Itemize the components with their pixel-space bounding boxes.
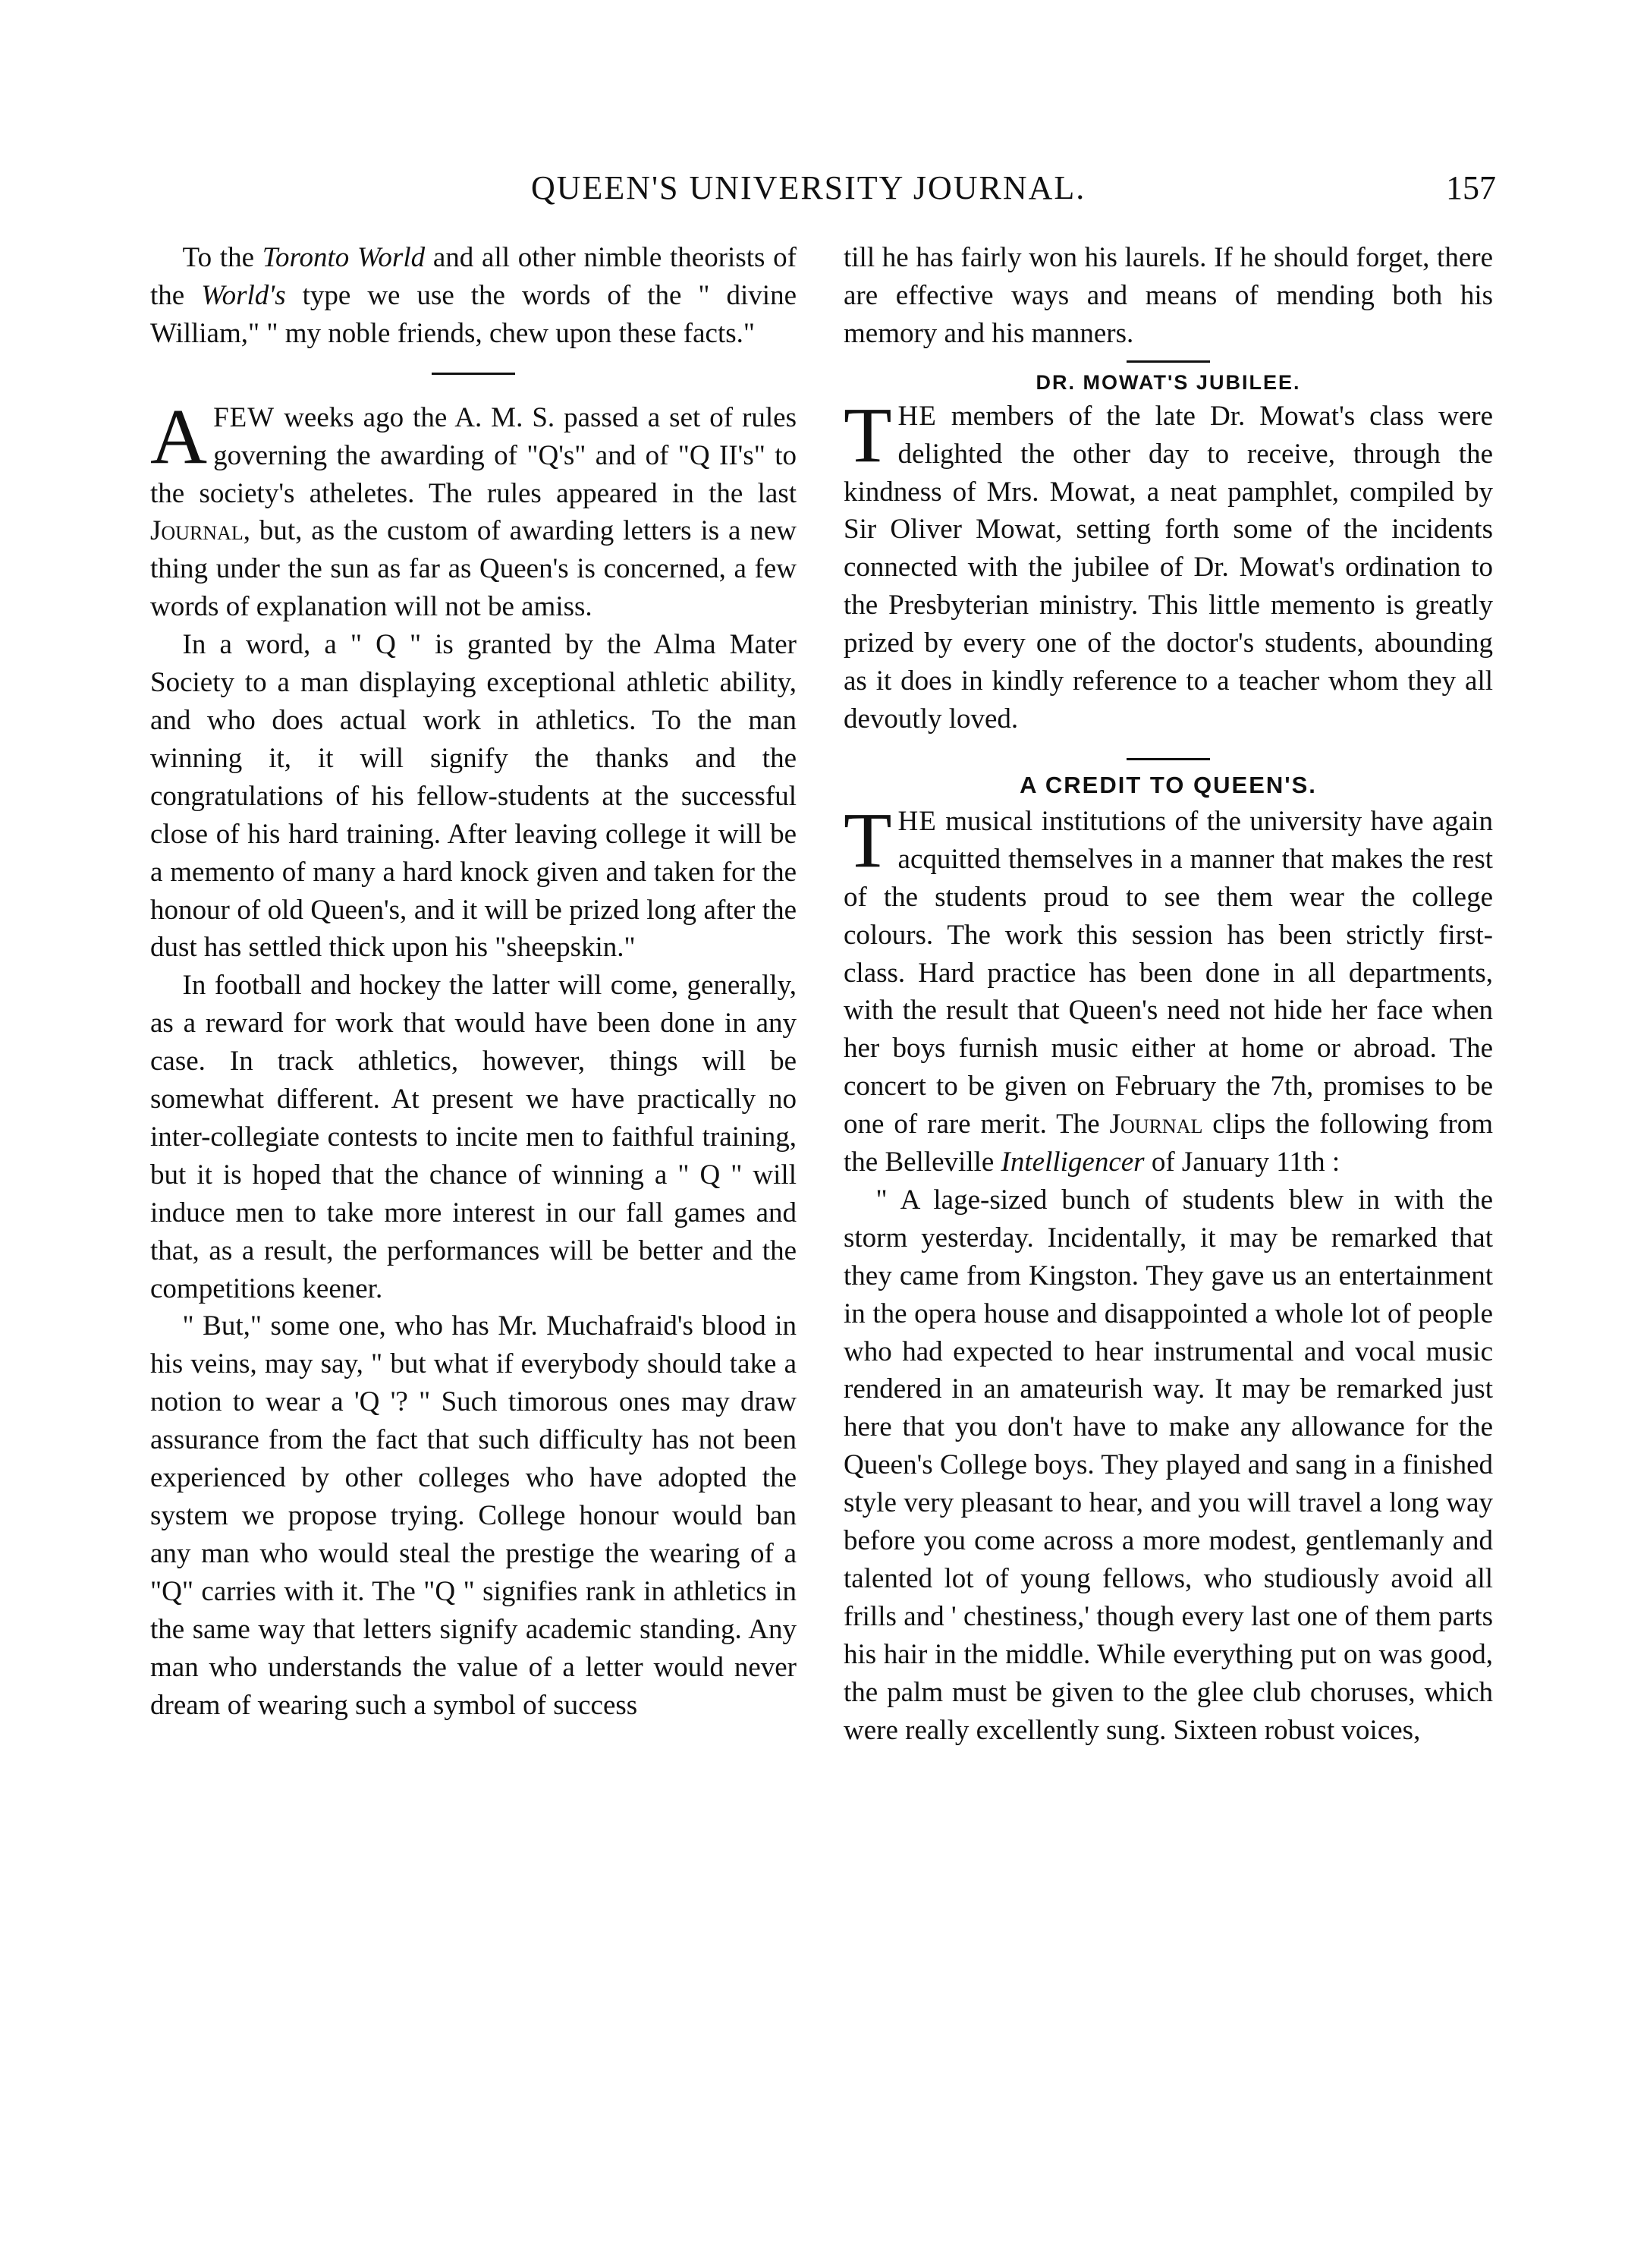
lead-word: FEW: [213, 401, 275, 433]
article-paragraph: In football and hockey the latter will come, generally, as a reward for work that would have been done in any case. In track athletics, however, things will be somewhat different. At present we have practically no inter-collegiate contests to incite men to faithful training, but it is hoped that the chance of winning a " Q " will induce men to take more interest in our fall games and that, as a result, the performances will be better and the competitions keener.: [150, 970, 797, 1304]
lead-word: HE: [897, 805, 937, 837]
drop-cap: T: [844, 391, 892, 479]
section-divider: [1127, 758, 1210, 760]
intro-text-2: and all other nimble theorists of the: [150, 242, 797, 311]
page-header: [0, 168, 1650, 214]
lead-word: HE: [897, 400, 937, 432]
article-paragraph: In a word, a " Q " is granted by the Alma Mater Society to a man displaying exceptional athletic ability, and who does actual work in athletics. To the man winning it, it will signify the thanks and the congratulations of his fellow-students at the successful close of his hard training. After leaving college it will be a memento of many a hard knock given and taken for the honour of old Queen's, and it will be prized long after the dust has settled thick upon his "sheepskin.": [150, 629, 797, 964]
page-number: 157: [1446, 169, 1496, 206]
intro-text-3: type we use the words of the " divine William," " my noble friends, chew upon these facts.": [150, 279, 797, 349]
article-text: weeks ago the A. M. S. passed a set of rules governing the awarding of "Q's" and of "Q II's" to the society's atheletes. The rules appeared in the last: [150, 401, 797, 509]
article-paragraph: [150, 392, 797, 626]
credit-text-1: musical institutions of the university have again acquitted themselves in a manner that makes the rest of the students proud to see them wear the college colours. The work this session has been strictly first-class. Hard practice has been done in all departments, with the result that Queen's need not hide her face when her boys furnish music either at home or abroad. The concert to be given on February the 7th, promises to be one of rare merit. The: [844, 805, 1493, 1140]
section-divider: [432, 373, 515, 375]
intro-text-1: To the: [182, 242, 262, 273]
article-paragraph: " But," some one, who has Mr. Muchafraid's blood in his veins, may say, " but what if everybody should take a notion to wear a 'Q '? " Such timorous ones may draw assurance from the fact that such difficulty has not been experienced by other colleges who have adopted the system we propose trying. College honour would ban any man who would steal the prestige the wearing of a "Q" carries with it. The "Q " signifies rank in athletics in the same way that letters signify academic standing. Any man who understands the value of a letter would never dream of wearing such a symbol of success: [150, 1310, 797, 1721]
left-column: [150, 239, 797, 1724]
jubilee-text: members of the late Dr. Mowat's class were delighted the other day to receive, through the kindness of Mrs. Mowat, a neat pamphlet, compiled by Sir Oliver Mowat, setting forth some of the incidents connected with the jubilee of Dr. Mowat's ordination to the Presbyterian ministry. This little memento is greatly prized by every one of the doctor's students, abounding as it does in kindly reference to a teacher whom they all devoutly loved.: [844, 400, 1493, 735]
credit-paragraph: [844, 796, 1494, 1181]
journal-word: Journal: [150, 515, 244, 547]
section-divider: [1127, 360, 1210, 363]
right-column: [844, 239, 1493, 1750]
article-text-end: , but, as the custom of awarding letters is a new thing under the sun as far as Queen's is concerned, a few words of explanation will not be amiss.: [150, 515, 797, 623]
section-heading: DR. MOWAT'S JUBILEE.: [1036, 370, 1301, 394]
journal-word: Journal: [1109, 1109, 1203, 1140]
worlds-title: World's: [201, 279, 286, 311]
credit-text-2: clips the following from the Belleville: [844, 1109, 1494, 1178]
intro-paragraph: [150, 239, 797, 353]
running-head: QUEEN'S UNIVERSITY JOURNAL.: [531, 169, 1086, 206]
section-heading: A CREDIT TO QUEEN'S.: [1020, 771, 1317, 798]
drop-cap: A: [150, 392, 208, 480]
drop-cap: T: [844, 796, 892, 884]
intelligencer-title: Intelligencer: [1001, 1147, 1145, 1178]
continuation-paragraph: till he has fairly won his laurels. If he should forget, there are effective ways and means of mending both his memory and his manners.: [844, 242, 1493, 349]
quote-paragraph: " A lage-sized bunch of students blew in with the storm yesterday. Incidentally, it may be remarked that they came from Kingston. They gave us an entertainment in the opera house and disappointed a whole lot of people who had expected to hear instrumental and vocal music rendered in an amateurish way. It may be remarked just here that you don't have to make any allowance for the Queen's College boys. They played and sang in a finished style very pleasant to hear, and you will travel a long way before you come across a more modest, gentlemanly and talented lot of young fellows, who studiously avoid all frills and ' chestiness,' though every last one of them parts his hair in the middle. While everything put on was good, the palm must be given to the glee club choruses, which were really excellently sung. Sixteen robust voices,: [844, 1184, 1493, 1746]
toronto-world-title: Toronto World: [262, 242, 426, 273]
jubilee-paragraph: [844, 391, 1493, 738]
credit-text-3: of January 11th :: [1144, 1147, 1340, 1178]
